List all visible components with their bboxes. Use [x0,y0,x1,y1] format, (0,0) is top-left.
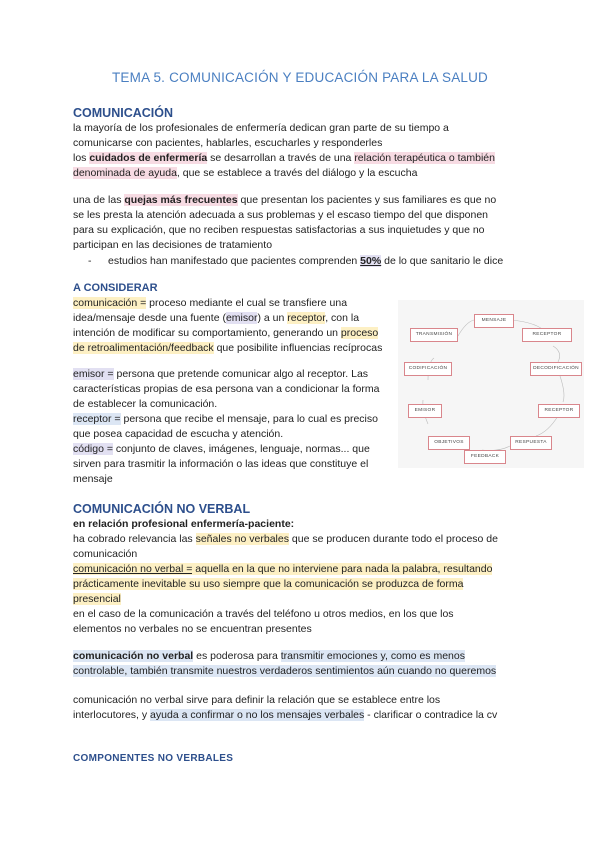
paragraph-line: comunicación = proceso mediante el cual se transfiere una [73,297,348,309]
paragraph-line: receptor = persona que recibe el mensaje, para lo cual es preciso [73,413,378,425]
paragraph-line: de establecer la comunicación. [73,398,218,410]
paragraph-line: intención de modificar su comportamiento, generando un proceso [73,327,379,339]
paragraph-line: comunicación no verbal = aquella en la que no interviene para nada la palabra, resultando [73,563,493,575]
node-receptor: RECEPTOR [522,328,572,342]
paragraph-line: la mayoría de los profesionales de enfermería dedican gran parte de su tiempo a [73,122,449,134]
paragraph-line: para su explicación, que no reciben respuestas satisfactorias a sus inquietudes y que no [73,224,485,236]
node-feedback: FEEDBACK [464,450,506,464]
paragraph-line: presencial [73,593,121,605]
paragraph-line: mensaje [73,473,113,485]
node-respuesta: RESPUESTA [510,436,552,450]
paragraph-line: interlocutores, y ayuda a confirmar o no los mensajes verbales - clarificar o contradice la cv [73,709,498,721]
paragraph-line: idea/mensaje desde una fuente (emisor) a un receptor, con la [73,312,360,324]
paragraph-line: comunicarse con pacientes, hablarles, escucharles y responderles [73,137,383,149]
paragraph-line: comunicación [73,548,138,560]
paragraph-line: en el caso de la comunicación a través del teléfono u otros medios, en los que los [73,608,454,620]
node-receptor-2: RECEPTOR [538,404,580,418]
heading-comunicacion-no-verbal: COMUNICACIÓN NO VERBAL [73,502,251,516]
node-emisor: EMISOR [408,404,442,418]
node-objetivos: OBJETIVOS [428,436,470,450]
heading-componentes-no-verbales: COMPONENTES NO VERBALES [73,753,234,764]
paragraph-line: se les presta la atención adecuada a sus problemas y el escaso tiempo del que disponen [73,209,489,221]
bullet-item: estudios han manifestado que pacientes comprenden 50% de lo que sanitario le dice [108,255,504,267]
node-transmision: TRANSMISIÓN [410,328,458,342]
paragraph-line: denominada de ayuda, que se establece a través del diálogo y la escucha [73,167,418,179]
paragraph-line: prácticamente inevitable su uso siempre que la comunicación se produzca de forma [73,578,464,590]
node-decodificacion: DECODIFICACIÓN [530,362,582,376]
paragraph-line: elementos no verbales no se encuentran presentes [73,623,312,635]
paragraph-line: código = conjunto de claves, imágenes, lenguaje, normas... que [73,443,370,455]
paragraph-line: participan en las decisiones de tratamiento [73,239,273,251]
paragraph-line: una de las quejas más frecuentes que presentan los pacientes y sus familiares es que no [73,194,497,206]
heading-comunicacion: COMUNICACIÓN [73,106,173,120]
paragraph-line: comunicación no verbal sirve para definir la relación que se establece entre los [73,694,441,706]
bullet-mark: - [88,255,92,267]
node-mensaje: MENSAJE [474,314,514,328]
node-codificacion: CODIFICACIÓN [404,362,452,376]
communication-cycle-diagram [398,300,584,468]
paragraph-line: emisor = persona que pretende comunicar algo al receptor. Las [73,368,369,380]
paragraph-line: características propias de esa persona van a condicionar la forma [73,383,380,395]
subheading: en relación profesional enfermería-paciente: [73,518,295,530]
page-title: TEMA 5. COMUNICACIÓN Y EDUCACIÓN PARA LA SALUD [111,70,489,85]
paragraph-line: sirven para trasmitir la información o las ideas que constituye el [73,458,369,470]
paragraph-line: controlable, también transmite nuestros verdaderos sentimientos aún cuando no queremos [73,665,497,677]
paragraph-line: los cuidados de enfermería se desarrollan a través de una relación terapéutica o también [73,152,495,164]
paragraph-line: ha cobrado relevancia las señales no verbales que se producen durante todo el proceso de [73,533,498,545]
paragraph-line: que posea capacidad de escucha y atención. [73,428,284,440]
paragraph-line: comunicación no verbal es poderosa para transmitir emociones y, como es menos [73,650,465,662]
heading-a-considerar: A CONSIDERAR [73,282,158,294]
paragraph-line: de retroalimentación/feedback que posibilite influencias recíprocas [73,342,383,354]
